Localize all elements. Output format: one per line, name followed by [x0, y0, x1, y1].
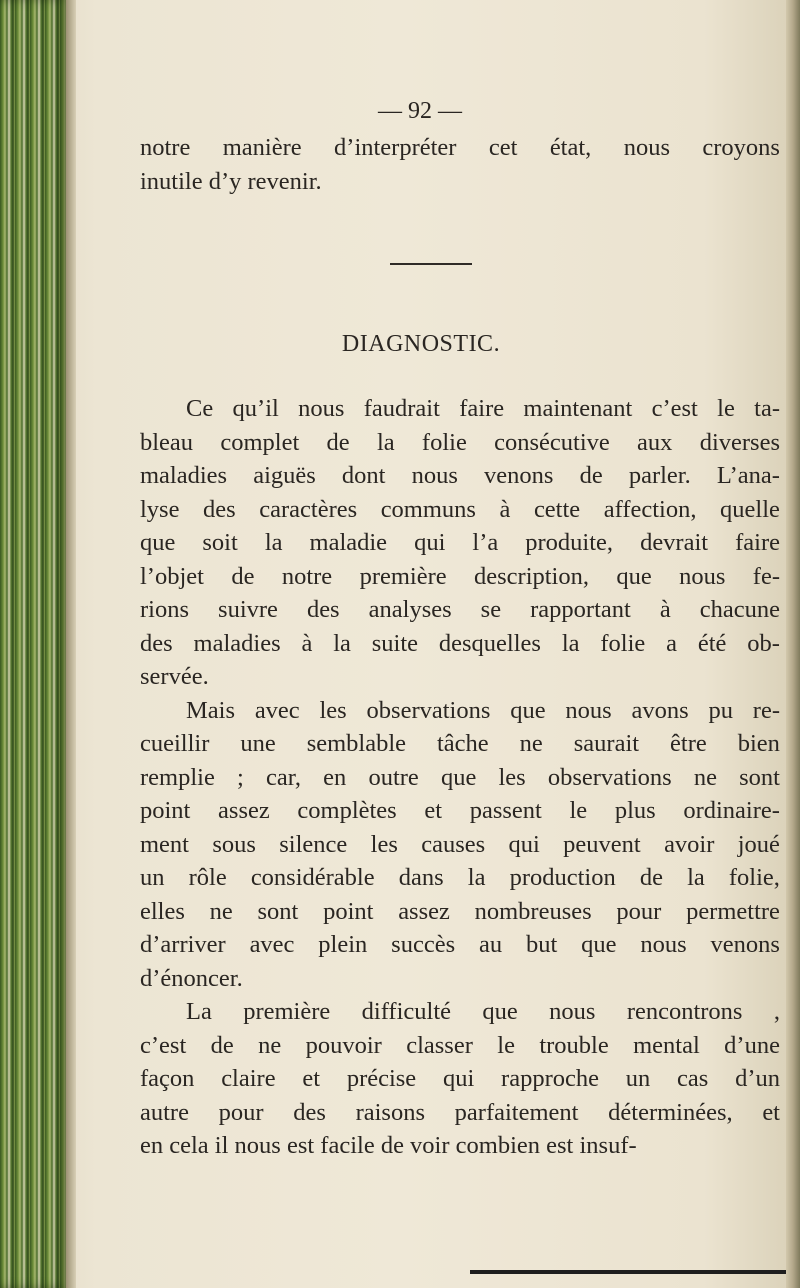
word: première: [359, 562, 447, 590]
word: rapportant: [530, 596, 631, 623]
word: ne: [258, 1031, 282, 1059]
word: maladie: [309, 529, 388, 556]
word: but: [525, 931, 558, 958]
word: classer: [406, 1031, 473, 1059]
text-line: inutile d’y revenir.: [140, 167, 322, 195]
word: nombreuses: [474, 897, 592, 925]
word: folie,: [728, 864, 780, 891]
word: sont: [257, 897, 299, 925]
word: façon: [140, 1065, 195, 1092]
word: qu’il: [232, 395, 279, 422]
word: peuvent: [563, 830, 641, 858]
word: description,: [474, 562, 589, 590]
text-line: [140, 131, 780, 165]
word: difficulté: [361, 998, 452, 1025]
word: aiguës: [253, 462, 316, 489]
word: Mais: [186, 696, 235, 724]
word: avoir: [664, 830, 715, 858]
word: ,: [773, 998, 780, 1025]
word: nous: [298, 395, 345, 422]
word: nous: [565, 696, 612, 724]
word: précise: [346, 1065, 417, 1092]
word: la: [264, 529, 283, 556]
word: venons: [484, 462, 554, 489]
text-line: [140, 694, 780, 728]
word: maintenant: [523, 395, 633, 422]
word: les: [319, 696, 347, 724]
word: cas: [677, 1065, 709, 1092]
word: que: [616, 562, 652, 590]
word: assez: [218, 797, 270, 824]
text-line: [140, 560, 780, 594]
word: folie: [421, 428, 467, 456]
word: ne: [209, 897, 233, 925]
word: la: [333, 629, 351, 657]
word: fe-: [752, 562, 780, 590]
word: l’objet: [140, 562, 204, 590]
word: cet: [488, 134, 518, 161]
word: manière: [222, 134, 302, 161]
text-line: [140, 1062, 780, 1096]
word: devrait: [640, 529, 709, 556]
word: pouvoir: [305, 1031, 382, 1059]
paragraph: [140, 392, 780, 1163]
word: desquelles: [438, 629, 541, 657]
word: silence: [279, 830, 348, 858]
word: que: [482, 998, 518, 1025]
word: affection,: [603, 495, 697, 523]
word: ne: [693, 763, 717, 791]
word: ordinaire-: [683, 797, 780, 824]
word: cette: [533, 495, 581, 523]
text-line: [140, 593, 780, 627]
word: qui: [508, 830, 540, 858]
word: ne: [519, 730, 543, 757]
page-edge: [786, 0, 800, 1288]
word: aux: [637, 428, 673, 456]
word: La: [186, 998, 212, 1025]
page-number: — 92 —: [378, 98, 462, 124]
word: rôle: [188, 864, 227, 891]
text-line: [140, 794, 780, 828]
word: ob-: [747, 629, 780, 657]
word: produite,: [525, 529, 614, 556]
word: production: [509, 864, 616, 891]
word: car,: [265, 763, 302, 791]
word: considérable: [250, 864, 375, 891]
word: claire: [221, 1065, 276, 1092]
text-line: [140, 828, 780, 862]
text-line: [140, 1029, 780, 1063]
word: être: [670, 730, 707, 757]
word: raisons: [355, 1098, 425, 1126]
word: notre: [140, 134, 191, 161]
word: qui: [414, 529, 446, 556]
word: que: [440, 763, 477, 791]
text-line: [140, 727, 780, 761]
word: nous: [623, 134, 670, 161]
word: nous: [679, 562, 726, 590]
word: cueillir: [140, 730, 210, 757]
word: la: [467, 864, 486, 891]
text-line: [140, 526, 780, 560]
word: causes: [421, 830, 486, 858]
word: et: [302, 1065, 321, 1092]
word: les: [498, 763, 526, 791]
word: d’un: [735, 1065, 780, 1092]
word: et: [762, 1098, 780, 1126]
word: un: [140, 864, 165, 891]
word: de: [579, 462, 603, 489]
word: de: [231, 562, 255, 590]
word: maladies: [140, 462, 228, 489]
text-line: [140, 861, 780, 895]
word: avons: [631, 696, 689, 724]
word: se: [480, 596, 502, 623]
word: autre: [140, 1098, 189, 1126]
word: nous: [549, 998, 596, 1025]
text-line: [140, 895, 780, 929]
word: pu: [708, 696, 733, 724]
word: point: [140, 797, 191, 824]
text-line: d’énoncer.: [140, 964, 243, 992]
word: faudrait: [363, 395, 440, 422]
word: c’est: [651, 395, 698, 422]
word: maladies: [193, 629, 281, 657]
text-line: [140, 928, 780, 962]
word: elles: [140, 897, 185, 925]
word: observations: [547, 763, 672, 791]
word: plein: [318, 931, 368, 958]
section-heading: DIAGNOSTIC.: [341, 331, 501, 357]
word: diverses: [699, 428, 780, 456]
text-line: [140, 459, 780, 493]
word: avec: [254, 696, 300, 724]
word: communs: [380, 495, 476, 523]
word: à: [301, 629, 313, 657]
word: folie: [600, 629, 646, 657]
word: des: [203, 495, 236, 523]
word: de: [639, 864, 663, 891]
word: les: [370, 830, 398, 858]
text-line: en cela il nous est facile de voir combien est insuf-: [140, 1132, 637, 1159]
word: que: [140, 529, 176, 556]
word: rions: [140, 596, 189, 623]
word: le: [569, 797, 588, 824]
word: outre: [368, 763, 419, 791]
text-line: [140, 761, 780, 795]
word: et: [424, 797, 443, 824]
word: succès: [391, 931, 456, 958]
word: que: [581, 931, 617, 958]
word: assez: [398, 897, 450, 925]
word: que: [510, 696, 546, 724]
word: de: [326, 428, 350, 456]
book-binding: [0, 0, 68, 1288]
word: trouble: [539, 1031, 609, 1059]
word: complet: [220, 428, 300, 456]
word: état,: [549, 134, 592, 161]
word: passent: [469, 797, 542, 824]
word: plus: [614, 797, 656, 824]
word: des: [293, 1098, 326, 1126]
word: à: [659, 596, 671, 623]
text-line: [140, 426, 780, 460]
word: au: [478, 931, 503, 958]
word: ;: [236, 763, 244, 791]
word: dont: [341, 462, 386, 489]
word: la: [561, 629, 580, 657]
text-line: servée.: [140, 663, 209, 690]
word: consécutive: [494, 428, 610, 456]
word: re-: [752, 696, 780, 724]
word: ment: [140, 830, 189, 858]
word: sont: [739, 763, 780, 791]
word: d’interpréter: [334, 134, 457, 161]
word: analyses: [368, 596, 452, 623]
word: Ce: [186, 395, 214, 422]
word: d’une: [724, 1031, 780, 1059]
word: rencontrons: [626, 998, 743, 1025]
word: nous: [411, 462, 458, 489]
page-bottom-edge: [470, 1270, 786, 1274]
word: observations: [366, 696, 491, 724]
word: de: [210, 1031, 234, 1059]
word: des: [140, 629, 173, 657]
text-line: [140, 1096, 780, 1130]
word: en: [323, 763, 347, 791]
page-gutter: [66, 0, 76, 1288]
text-line: [140, 995, 780, 1029]
word: été: [697, 629, 727, 657]
word: suite: [371, 629, 419, 657]
word: à: [499, 495, 511, 523]
word: lyse: [140, 495, 180, 523]
word: une: [240, 730, 276, 757]
text-line: [140, 493, 780, 527]
word: d’arriver: [140, 931, 226, 958]
word: sous: [212, 830, 256, 858]
word: la: [376, 428, 395, 456]
word: saurait: [573, 730, 640, 757]
word: c’est: [140, 1031, 187, 1059]
word: caractères: [259, 495, 358, 523]
section-divider: [390, 263, 472, 265]
word: mental: [633, 1031, 700, 1059]
word: avec: [249, 931, 295, 958]
word: faire: [735, 529, 780, 556]
word: soit: [202, 529, 238, 556]
word: croyons: [702, 134, 780, 161]
word: un: [625, 1065, 651, 1092]
word: suivre: [218, 596, 278, 623]
word: faire: [459, 395, 505, 422]
word: nous: [640, 931, 687, 958]
word: permettre: [686, 897, 780, 925]
word: déterminées,: [608, 1098, 733, 1126]
word: chacune: [699, 596, 780, 623]
word: pour: [616, 897, 662, 925]
word: qui: [442, 1065, 475, 1092]
word: L’ana-: [716, 462, 780, 489]
word: parler.: [628, 462, 691, 489]
word: notre: [281, 562, 333, 590]
word: ta-: [754, 395, 780, 422]
word: des: [306, 596, 340, 623]
word: remplie: [140, 763, 215, 791]
word: joué: [737, 830, 780, 858]
word: pour: [218, 1098, 264, 1126]
word: l’a: [472, 529, 499, 556]
word: le: [497, 1031, 515, 1059]
word: complètes: [297, 797, 397, 824]
word: dans: [398, 864, 444, 891]
word: semblable: [306, 730, 407, 757]
word: parfaitement: [454, 1098, 579, 1126]
word: tâche: [437, 730, 489, 757]
word: première: [243, 998, 331, 1025]
word: rapproche: [501, 1065, 599, 1092]
word: quelle: [720, 495, 780, 523]
word: bleau: [140, 428, 194, 456]
intro-text: [140, 131, 780, 198]
word: venons: [710, 931, 780, 958]
word: le: [717, 395, 735, 422]
word: bien: [737, 730, 780, 757]
word: point: [323, 897, 374, 925]
word: la: [687, 864, 705, 891]
text-line: [140, 392, 780, 426]
text-line: [140, 627, 780, 661]
word: a: [666, 629, 677, 657]
